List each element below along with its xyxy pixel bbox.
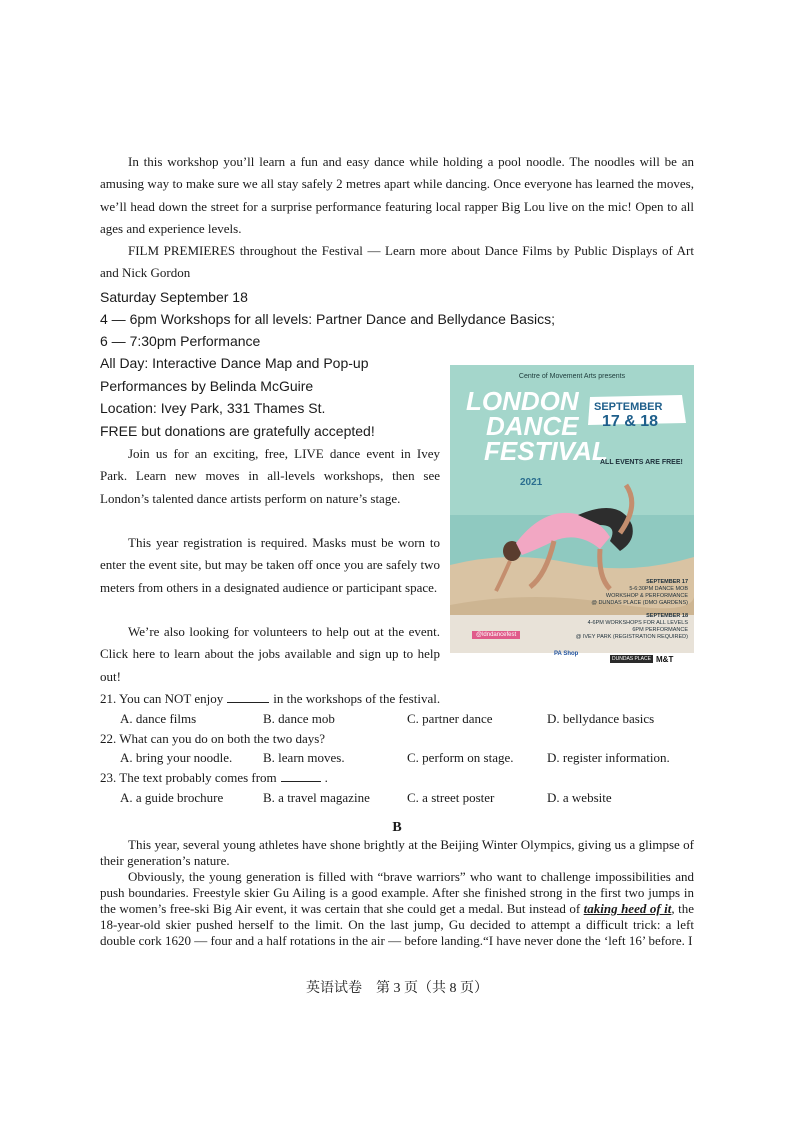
question-21-stem-end: in the workshops of the festival. (273, 691, 441, 706)
question-22-stem: 22. What can you do on both the two days? (100, 731, 326, 746)
passage-b-heading: B (392, 820, 402, 835)
answer-blank (281, 780, 321, 782)
passage-b-text: Obviously, the young generation is filled with “brave warriors” who want to challenge impossibilities and push boundaries. Freestyle skier Gu Ailing is a good example. After she finished strong in the first two jumps in the women’s free-ski Big Air event, it was certain that she could get a medal. But instead of (100, 869, 694, 916)
option-22-c: C. perform on stage. (407, 750, 514, 765)
schedule-date: Saturday September 18 (100, 289, 248, 305)
poster-sep18-line: 6PM PERFORMANCE (632, 627, 688, 633)
poster-sep17-line: @ DUNDAS PLACE (DMO GARDENS) (591, 600, 688, 606)
question-21 (100, 691, 440, 707)
passage-a-paragraph-2: FILM PREMIERES throughout the Festival — Learn more about Dance Films by Public Displays of Art and Nick Gordon (100, 243, 694, 281)
poster-month: SEPTEMBER (594, 401, 663, 413)
schedule-all-day: All Day: Interactive Dance Map and Pop-up (100, 355, 369, 371)
schedule-workshops: 4 — 6pm Workshops for all levels: Partner Dance and Bellydance Basics; (100, 311, 555, 327)
question-22 (100, 731, 325, 747)
passage-a-paragraph-4: This year registration is required. Masks must be worn to enter the event site, but may be taken off once you are safely two meters from others in a designated audience or participant space. (100, 535, 440, 595)
poster-presenter: Centre of Movement Arts presents (518, 373, 626, 380)
passage-a-paragraph-3: Join us for an exciting, free, LIVE dance event in Ivey Park. Learn new moves in all-levels workshops, then see London’s talented dance artists perform on nature’s stage. (100, 446, 440, 506)
page-footer: 英语试卷 第 3 页（共 8 页） (306, 981, 488, 996)
question-21-stem-start: 21. You can NOT enjoy (100, 691, 224, 706)
poster-title (466, 386, 608, 466)
poster-sponsor-dundas: DUNDAS PLACE (612, 656, 651, 662)
poster-sep18-head: SEPTEMBER 18 (646, 613, 688, 619)
option-21-c: C. partner dance (407, 711, 493, 726)
passage-b-paragraph-2 (100, 869, 694, 949)
poster-sponsor-pa-shop: PA Shop (554, 651, 579, 657)
poster-sep18-line: 4-6PM WORKSHOPS FOR ALL LEVELS (587, 620, 688, 626)
passage-b-text: , the 18-year-old skier pushed herself to the limit. On the last jump, Gu decided to attempt a difficult trick: a left double cork 1620 — four and a half rotations in the air — before landing.“I have never done the ‘left 16’ before. I (100, 901, 694, 948)
option-21-a: A. dance films (120, 711, 197, 726)
poster-sep18 (570, 613, 688, 641)
passage-b-paragraph-1: This year, several young athletes have shone brightly at the Beijing Winter Olympics, giving us a glimpse of their generation’s nature. (100, 837, 694, 868)
option-22-a: A. bring your noodle. (120, 750, 233, 765)
festival-poster (450, 365, 694, 677)
emphasized-phrase: taking heed of it (583, 901, 672, 916)
option-21-d: D. bellydance basics (547, 711, 655, 726)
passage-a-paragraph-1: In this workshop you’ll learn a fun and easy dance while holding a pool noodle. The noodles will be an amusing way to make sure we all stay safely 2 metres apart while dancing. Once everyone has learned the moves, we’ll head down the street for a surprise performance featuring local rapper Big Lou live on the mic! Open to all ages and experience levels. (100, 154, 694, 236)
poster-sep17 (590, 579, 688, 607)
schedule-location: Location: Ivey Park, 331 Thames St. (100, 400, 326, 416)
poster-free: ALL EVENTS ARE FREE! (600, 459, 683, 466)
option-23-d: D. a website (547, 790, 612, 805)
poster-social: @ldndancefest (472, 631, 520, 639)
answer-blank (227, 701, 269, 703)
poster-sep17-line: 5-6:30PM DANCE MOB (629, 586, 688, 592)
option-22-d: D. register information. (547, 750, 670, 765)
passage-a-paragraph-5: We’re also looking for volunteers to help out at the event. Click here to learn about the jobs available and sign up to help out! (100, 624, 440, 684)
poster-sep17-head: SEPTEMBER 17 (646, 579, 688, 585)
question-23 (100, 770, 328, 786)
poster-year: 2021 (520, 477, 543, 488)
question-23-stem-start: 23. The text probably comes from (100, 770, 277, 785)
poster-days: 17 & 18 (602, 413, 659, 430)
poster-title-line-3: FESTIVAL (484, 436, 608, 466)
option-23-c: C. a street poster (407, 790, 495, 805)
poster-title-line-1: LONDON (466, 386, 579, 416)
option-21-b: B. dance mob (263, 711, 335, 726)
question-23-stem-end: . (324, 770, 328, 785)
poster-sep17-line: WORKSHOP & PERFORMANCE (605, 593, 688, 599)
poster-sponsor-mt: M&T (656, 655, 674, 664)
option-23-a: A. a guide brochure (120, 790, 224, 805)
schedule-performance: 6 — 7:30pm Performance (100, 333, 261, 349)
schedule-free: FREE but donations are gratefully accepted! (100, 423, 375, 439)
schedule-performers: Performances by Belinda McGuire (100, 378, 314, 394)
poster-sep18-line: @ IVEY PARK (REGISTRATION REQUIRED) (575, 634, 688, 640)
option-23-b: B. a travel magazine (263, 790, 370, 805)
option-22-b: B. learn moves. (263, 750, 345, 765)
poster-title-line-2: DANCE (486, 411, 579, 441)
